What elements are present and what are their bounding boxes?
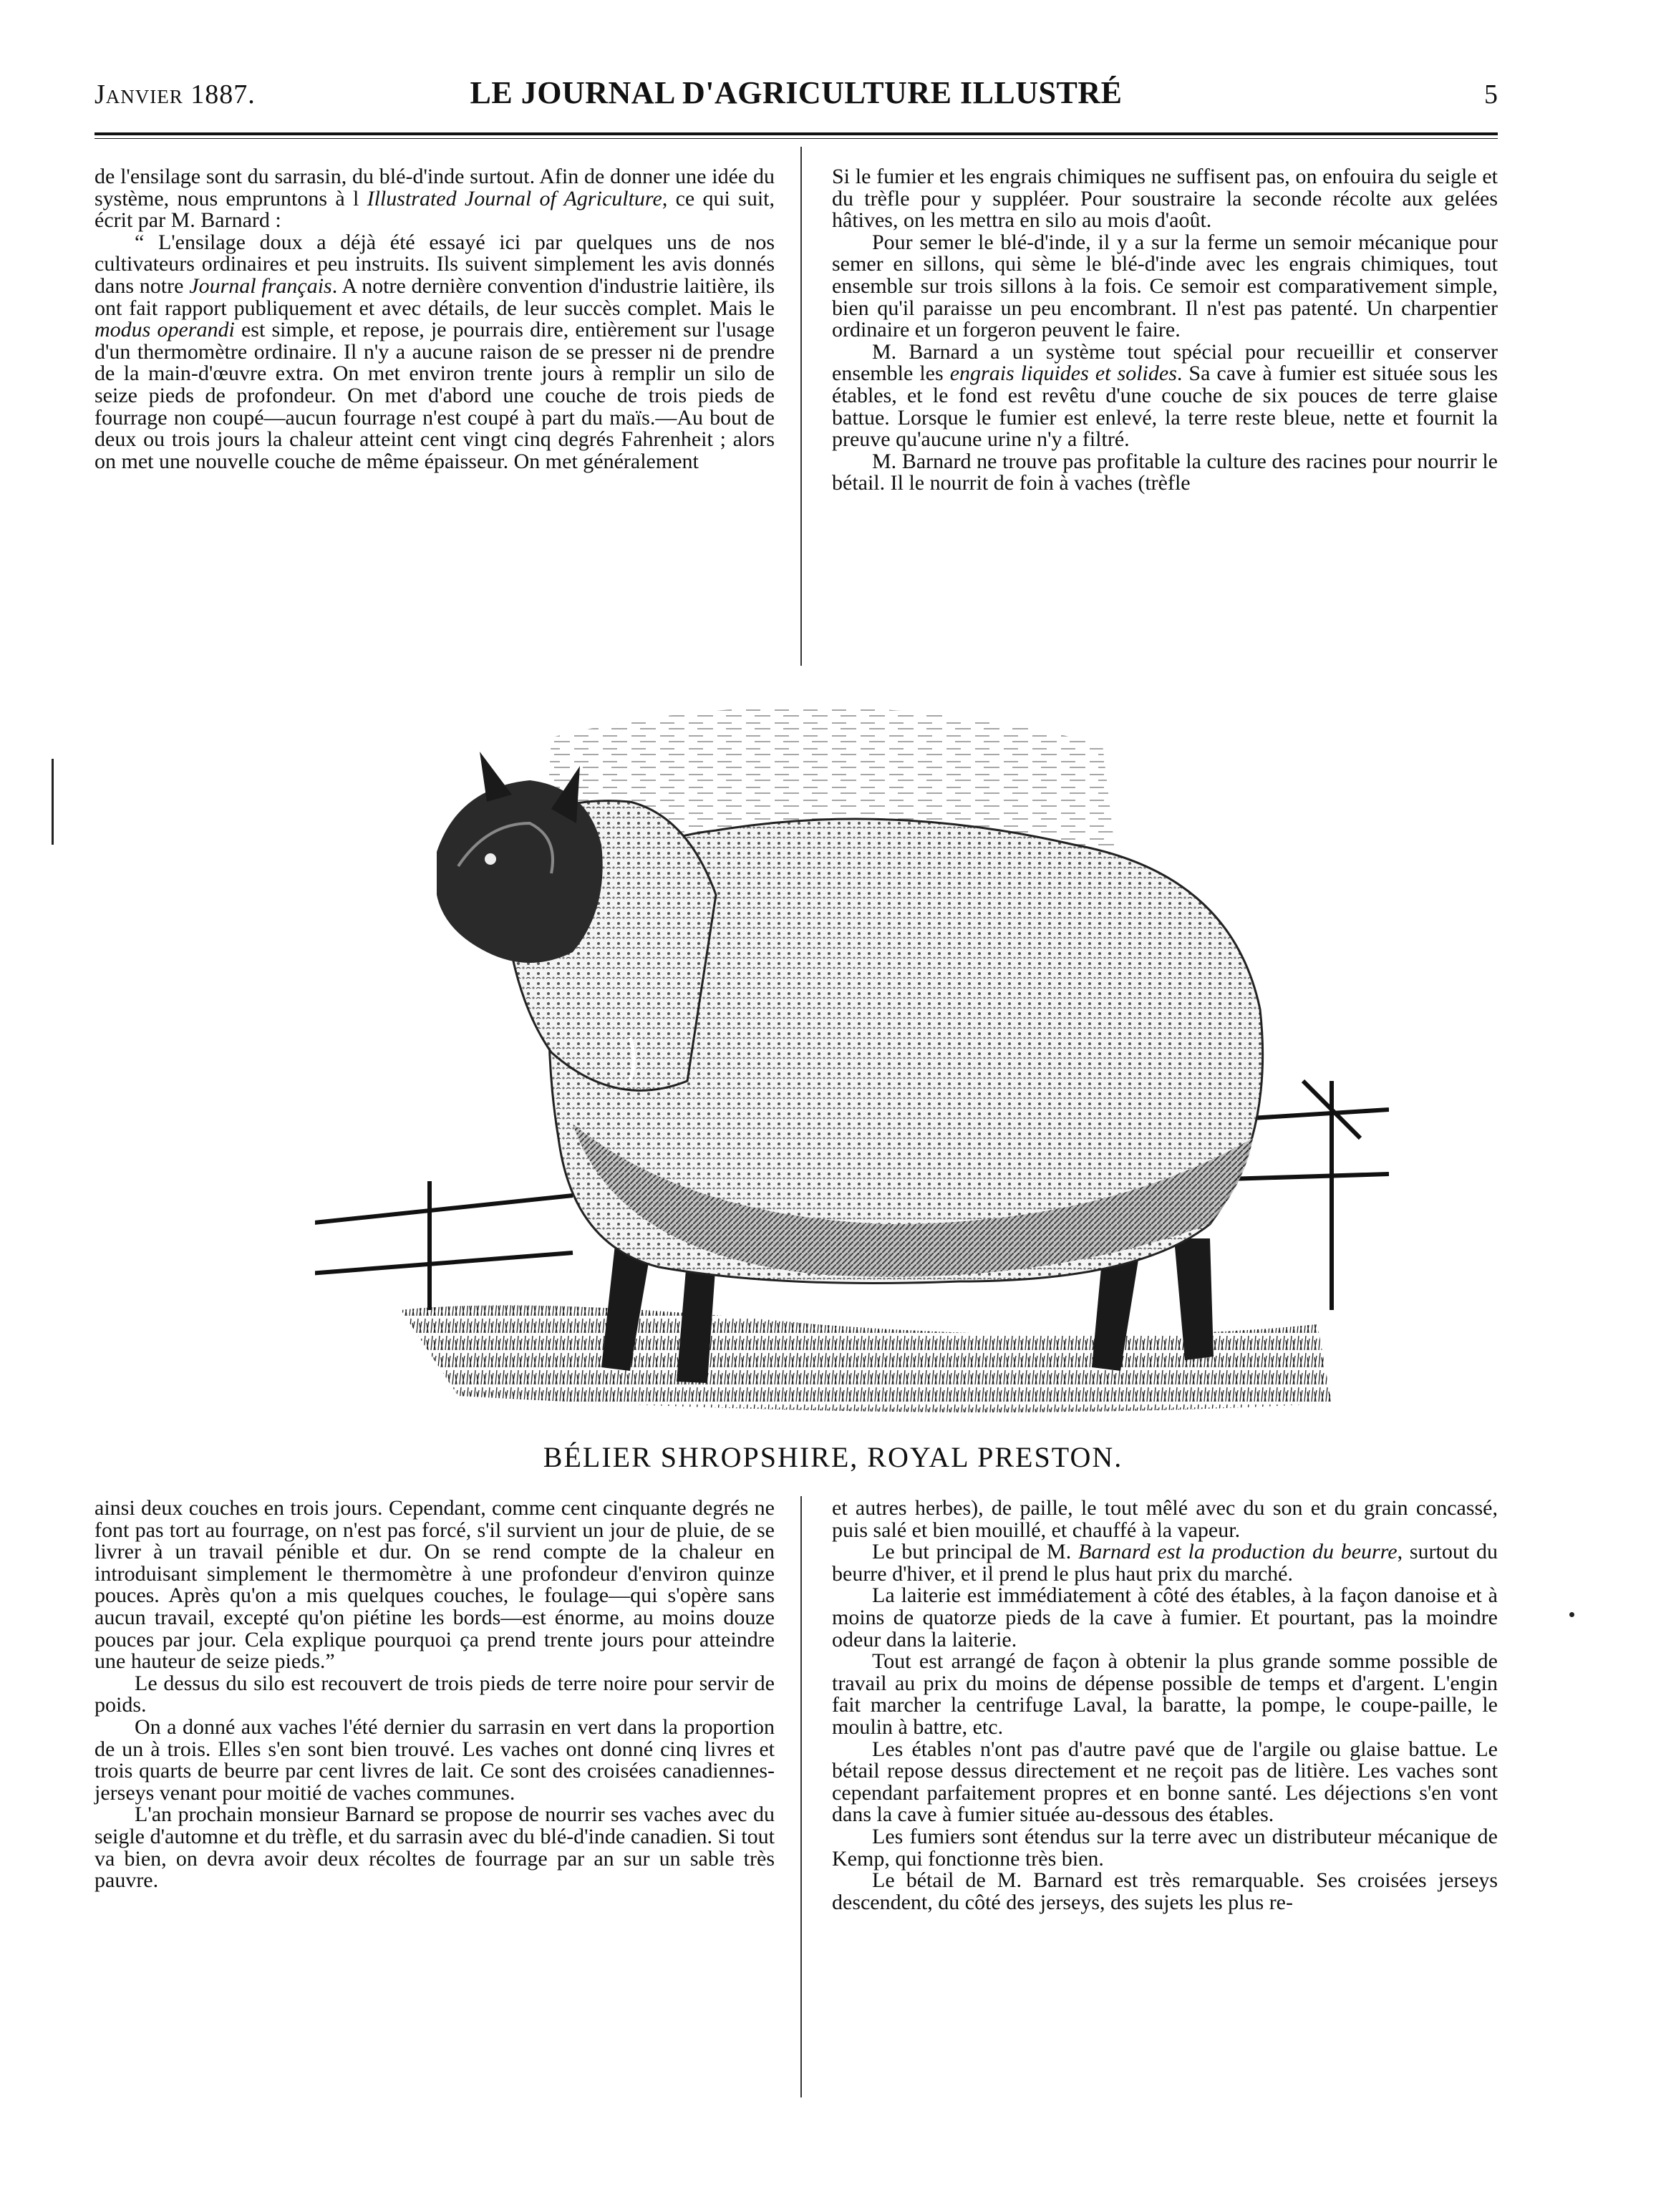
paragraph: L'an prochain monsieur Barnard se propose de nourrir ses vaches avec du seigle d'automne et du trèfle, et du sarrasin avec du blé-d'inde canadien. Si tout va bien, on devra avoir deux récoltes de fourrage par an sur un sable très pauvre. [95, 1803, 775, 1893]
header-rule-thin [95, 138, 1498, 139]
column-top-right [832, 166, 1498, 667]
column-bottom-right [832, 1498, 1498, 2099]
ram-head [437, 780, 603, 963]
paragraph: et autres herbes), de paille, le tout mêlé avec du son et du grain concassé, puis salé et bien mouillé, et chauffé à la vapeur. [832, 1496, 1498, 1542]
journal-title: LE JOURNAL D'AGRICULTURE ILLUSTRÉ [470, 75, 1123, 110]
paragraph: La laiterie est immédiatement à côté des étables, à la façon danoise et à moins de quatorze pieds de la cave à fumier. Et pourtant, pas la moindre odeur dans la laiterie. [832, 1583, 1498, 1651]
issue-date: Janvier 1887. [95, 79, 256, 110]
page-number: 5 [1484, 79, 1498, 110]
paragraph: de l'ensilage sont du sarrasin, du blé-d'inde surtout. Afin de donner une idée du système, nous empruntons à l Illustrated Journal of Agriculture, ce qui suit, écrit par M. Barnard : [95, 165, 775, 233]
paragraph: M. Barnard ne trouve pas profitable la culture des racines pour nourrir le bétail. Il le nourrit de foin à vaches (trèfle [832, 449, 1498, 495]
header-rule-thick [95, 132, 1498, 135]
page-header [95, 66, 1498, 116]
paragraph: Pour semer le blé-d'inde, il y a sur la ferme un semoir mécanique pour semer en sillons, qui sème le blé-d'inde avec les engrais chimiques, tout ensemble sur trois sillons à la fois. Ce semoir est comparativement simple, bien qu'il paraisse un peu encombrant. Il n'est pas patenté. Un charpentier ordinaire et un forgeron peuvent le faire. [832, 230, 1498, 342]
paragraph: ainsi deux couches en trois jours. Cependant, comme cent cinquante degrés ne font pas tort au fourrage, on n'est pas forcé, s'il survient un jour de pluie, de se livrer à un travail pénible et dur. On se rend compte de la chaleur en introduisant simplement le thermomètre à une profondeur d'environ quinze pouces. Après qu'on a mis quelques couches, le foulage—qui s'opère sans aucun travail, excepté qu'on piétine les bords—est énorme, au moins douze pouces par jour. Cela explique pourquoi ça prend trente jours pour atteindre une hauteur de seize pieds.” [95, 1496, 775, 1674]
paragraph: On a donné aux vaches l'été dernier du sarrasin en vert dans la proportion de un à trois. Elles s'en sont bien trouvé. Les vaches ont donné cinq livres et trois quarts de beurre par cent livres de lait. Ce sont des croisées canadiennes-jerseys venant pour moitié de vaches communes. [95, 1714, 775, 1805]
margin-mark [52, 759, 54, 845]
column-divider-bottom [800, 1496, 802, 2097]
paragraph: Si le fumier et les engrais chimiques ne suffisent pas, on enfouira du seigle et du trèfle pour y suppléer. Pour soustraire la seconde récolte aux gelées hâtives, on les mettra en silo au mois d'août. [832, 165, 1498, 233]
paragraph: “ L'ensilage doux a déjà été essayé ici par quelques uns de nos cultivateurs ordinaires et peu instruits. Ils suivent simplement les avis donnés dans notre Journal français. A notre dernière convention d'industrie laitière, ils ont fait rapport publiquement et avec détails, de leur succès complet. Mais le modus operandi est simple, et repose, je pourrais dire, entièrement sur l'usage d'un thermomètre ordinaire. Il n'y a aucune raison de se presser ni de prendre de la main-d'œuvre extra. On met environ trente jours à remplir un silo de seize pieds de profondeur. On met d'abord une couche de trois pieds de fourrage non coupé—aucun fourrage n'est coupé à part du maïs.—Au bout de deux ou trois jours la chaleur atteint cent vingt cinq degrés Fahrenheit ; alors on met une nouvelle couche de même épaisseur. On met généralement [95, 230, 775, 473]
ram-eye [485, 853, 496, 865]
paragraph: M. Barnard a un système tout spécial pour recueillir et conserver ensemble les engrais liquides et solides. Sa cave à fumier est située sous les étables, et le fond est revêtu d'une couche de six pouces de terre glaise battue. Lorsque le fumier est enlevé, la terre reste bleue, nette et fournit la preuve qu'aucune urine n'y a filtré. [832, 339, 1498, 452]
figure-caption: BÉLIER SHROPSHIRE, ROYAL PRESTON. [543, 1441, 1123, 1473]
paragraph: Le bétail de M. Barnard est très remarquable. Ses croisées jerseys descendent, du côté des jerseys, des sujets les plus re- [832, 1868, 1498, 1914]
paragraph: Les fumiers sont étendus sur la terre avec un distributeur mécanique de Kemp, qui fonctionne très bien. [832, 1824, 1498, 1871]
column-bottom-left [95, 1498, 775, 2099]
margin-dot [1569, 1612, 1574, 1617]
paragraph: Les étables n'ont pas d'autre pavé que de l'argile ou glaise battue. Le bétail repose dessus directement et ne reçoit pas de litière. Les vaches sont cependant parfaitement propres et en bonne santé. Les déjections s'en vont dans la cave à fumier située au-dessous des étables. [832, 1737, 1498, 1827]
column-top-left [95, 166, 775, 667]
paragraph: Le dessus du silo est recouvert de trois pieds de terre noire pour servir de poids. [95, 1671, 775, 1717]
paragraph: Le but principal de M. Barnard est la production du beurre, surtout du beurre d'hiver, et il prend le plus haut prix du marché. [832, 1540, 1498, 1586]
ram-illustration [315, 680, 1389, 1432]
column-divider-top [800, 147, 802, 666]
fence-left [315, 1181, 573, 1310]
paragraph: Tout est arrangé de façon à obtenir la plus grande somme possible de travail au prix du moins de dépense possible de temps et d'argent. L'engin fait marcher la centrifuge Laval, la baratte, la pompe, le coupe-paille, le moulin à battre, etc. [832, 1649, 1498, 1739]
